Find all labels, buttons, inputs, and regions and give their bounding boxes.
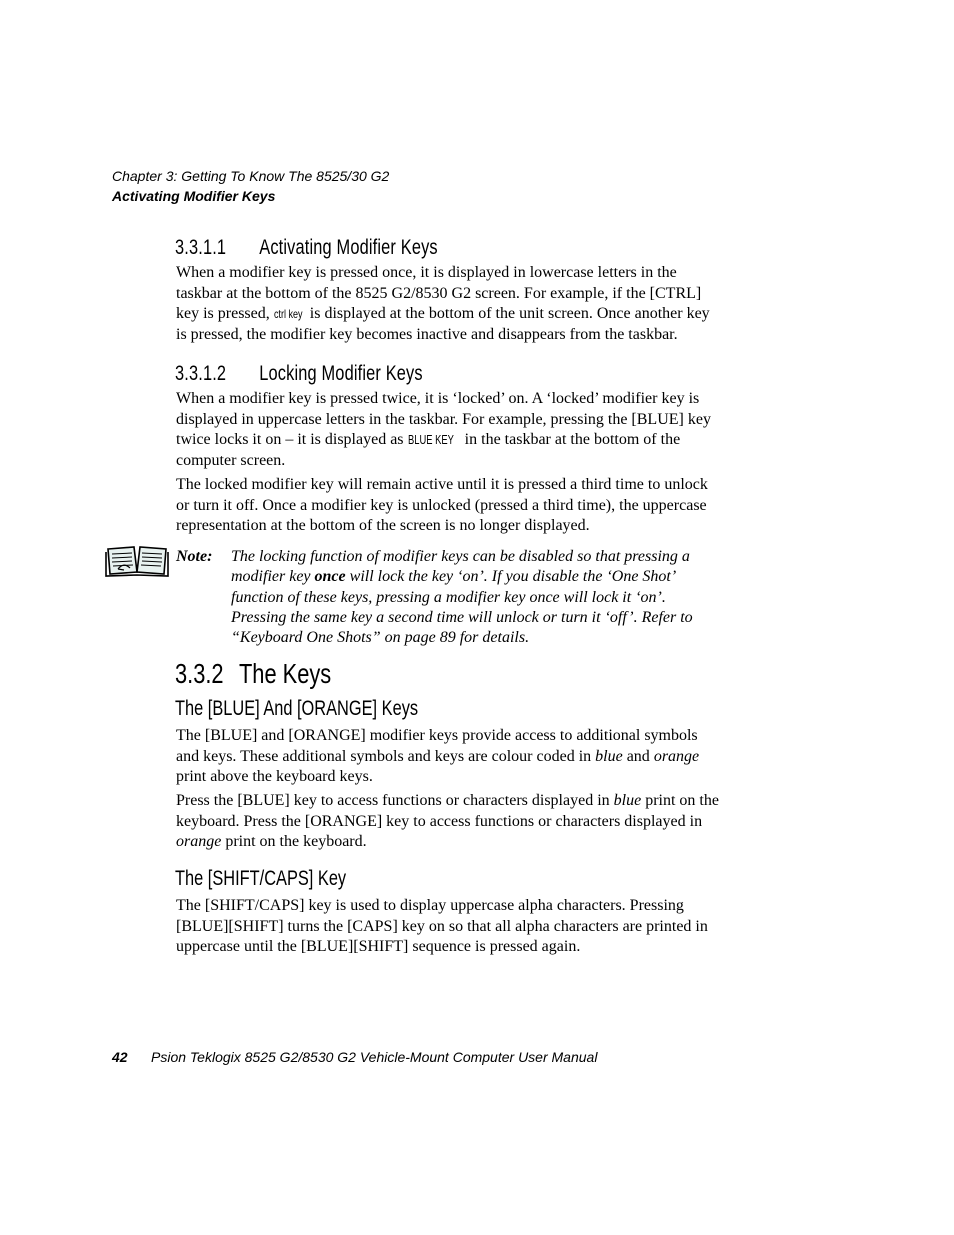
emphasis-blue: blue [613,792,642,809]
text-line: “Keyboard One Shots” on page 89 for details. [231,629,530,647]
section-title: The Keys [238,658,332,689]
text-line: Pressing the same key a second time will unlock or turn it ‘off’. Refer to [231,608,693,626]
paragraph-activating [176,263,738,345]
section-number: 3.3.2 [175,658,224,689]
text-line [176,791,738,812]
running-head-chapter: Chapter 3: Getting To Know The 8525/30 G2 [112,168,390,184]
text-line: The locking function of modifier keys can be disabled so that pressing a [231,548,690,565]
text-line: The [BLUE] and [ORANGE] modifier keys provide access to additional symbols [176,727,698,744]
text-line [176,430,738,451]
heading-blue-orange-keys: The [BLUE] And [ORANGE] Keys [175,697,419,720]
section-title: Locking Modifier Keys [259,362,423,385]
open-book-icon [104,544,170,578]
text-line [176,747,738,768]
heading-activating-modifier-keys [175,235,438,261]
running-head-section: Activating Modifier Keys [112,188,276,204]
emphasis-orange: orange [653,747,700,765]
emphasis-blue: blue [595,747,623,765]
text-line: When a modifier key is pressed once, it is displayed in lowercase letters in the [176,264,677,281]
paragraph-shift-caps [176,896,738,958]
heading-locking-modifier-keys [175,361,423,387]
text-line: computer screen. [176,451,286,469]
text-fragment: print on the [645,792,719,809]
text-fragment: is displayed at the bottom of the unit screen. Once another key [309,305,710,322]
text-fragment: Press the [BLUE] key to access functions or characters displayed in [176,792,610,809]
emphasis-orange: orange [176,833,222,850]
footer-page-number: 42 [112,1049,128,1065]
section-number: 3.3.1.2 [175,362,227,385]
section-number: 3.3.1.1 [175,236,227,259]
text-fragment: in the taskbar at the bottom of the [464,431,681,448]
text-fragment: twice locks it on – it is displayed as [176,431,404,448]
paragraph-blue-orange-1 [176,726,738,788]
emphasis-once: once [314,568,346,586]
text-line: function of these keys, pressing a modifier key once will lock it ‘on’. [231,588,666,606]
ctrl-key-indicator: ctrl key [273,307,303,321]
text-line: print above the keyboard keys. [176,768,373,785]
note-label: Note: [176,548,213,565]
footer-manual-title: Psion Teklogix 8525 G2/8530 G2 Vehicle-Mount Computer User Manual [151,1049,598,1065]
heading-the-keys [175,658,331,690]
note-body [231,547,741,648]
text-fragment: key is pressed, [176,305,270,322]
heading-shift-caps-key: The [SHIFT/CAPS] Key [175,867,347,890]
text-line: representation at the bottom of the screen is no longer displayed. [176,517,590,534]
text-line: The locked modifier key will remain active until it is pressed a third time to unlock [176,476,708,493]
text-line [231,567,741,587]
paragraph-locking-2 [176,475,738,537]
paragraph-blue-orange-2 [176,791,738,853]
text-fragment: print on the keyboard. [225,833,367,850]
text-line: When a modifier key is pressed twice, it is ‘locked’ on. A ‘locked’ modifier key is [176,390,700,407]
text-fragment: and [626,747,650,765]
text-line: or turn it off. Once a modifier key is unlocked (pressed a third time), the uppercase [176,496,707,514]
text-line: is pressed, the modifier key becomes inactive and disappears from the taskbar. [176,325,678,343]
paragraph-locking-1 [176,389,738,471]
text-line: uppercase until the [BLUE][SHIFT] sequence is pressed again. [176,938,581,955]
section-title: Activating Modifier Keys [259,236,438,259]
text-fragment: modifier key [231,568,311,586]
text-line: taskbar at the bottom of the 8525 G2/8530 G2 screen. For example, if the [CTRL] [176,284,702,302]
blue-key-indicator: BLUE KEY [407,433,454,447]
text-line: The [SHIFT/CAPS] key is used to display uppercase alpha characters. Pressing [176,897,684,914]
text-fragment: will lock the key ‘on’. If you disable the ‘One Shot’ [349,568,677,586]
text-line [176,832,738,853]
text-fragment: and keys. These additional symbols and keys are colour coded in [176,747,592,765]
text-line: displayed in uppercase letters in the taskbar. For example, pressing the [BLUE] key [176,410,711,428]
text-line: [BLUE][SHIFT] turns the [CAPS] key on so that all alpha characters are printed in [176,917,708,935]
text-line [176,304,738,325]
text-line: keyboard. Press the [ORANGE] key to access functions or characters displayed in [176,812,703,830]
